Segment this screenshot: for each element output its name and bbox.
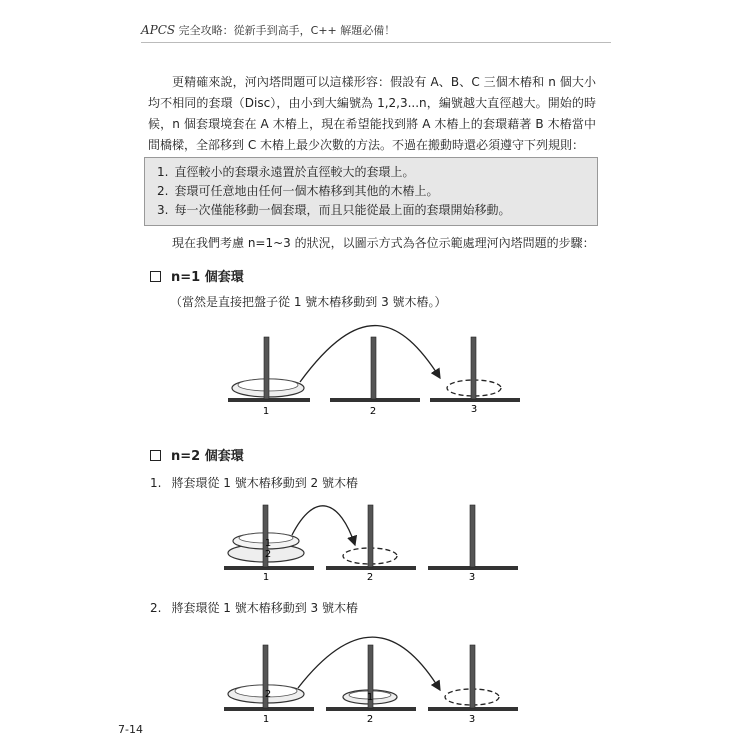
rule-text: 每一次僅能移動一個套環，而且只能從最上面的套環開始移動。 bbox=[174, 203, 511, 217]
hanoi-figure-n1 bbox=[0, 330, 750, 420]
body-paragraph: 更精確來說，河內塔問題可以這樣形容：假設有 A、B、C 三個木樁和 n 個大小均不相同的套環（Disc），由小到大編號為 1,2,3...n，編號越大直徑越大。開始的時候，n 個套環境套在 A 木樁上，現在希望能找到將 A 木樁上的套環藉著 B 木樁當中間橋樑，全部移到 C 木樁上最少次數的方法。不過在搬動時還必須遵守下列規則： bbox=[148, 75, 596, 152]
peg-base bbox=[224, 707, 314, 711]
peg bbox=[470, 645, 475, 708]
peg-label: 3 bbox=[468, 714, 476, 725]
peg-label: 3 bbox=[470, 404, 478, 415]
peg bbox=[470, 505, 475, 567]
section-note: （當然是直接把盤子從 1 號木樁移動到 3 號木樁。） bbox=[170, 295, 447, 309]
section-heading-n2 bbox=[150, 445, 244, 464]
peg bbox=[371, 337, 376, 399]
rule-text: 直徑較小的套環永遠置於直徑較大的套環上。 bbox=[174, 165, 415, 179]
rule-number: 1. bbox=[157, 165, 169, 179]
step-number: 2. bbox=[150, 601, 162, 615]
disc-label: 2 bbox=[264, 549, 272, 560]
peg-label: 1 bbox=[262, 714, 270, 725]
rules-box bbox=[144, 157, 598, 226]
running-header bbox=[141, 22, 395, 38]
rule-item bbox=[157, 182, 597, 201]
disc-label: 2 bbox=[264, 689, 272, 700]
hanoi-figure-n2-step2 bbox=[0, 635, 750, 730]
peg-label: 1 bbox=[262, 572, 270, 583]
step-text: 將套環從 1 號木樁移動到 3 號木樁 bbox=[171, 601, 358, 615]
peg bbox=[471, 337, 476, 399]
header-rule bbox=[141, 42, 611, 43]
section-title: n=2 個套環 bbox=[171, 449, 244, 464]
peg-label: 3 bbox=[468, 572, 476, 583]
rule-item bbox=[157, 163, 597, 182]
step-number: 1. bbox=[150, 476, 162, 490]
peg bbox=[264, 337, 269, 399]
peg-label: 1 bbox=[262, 406, 270, 417]
intro-text: 現在我們考慮 n=1~3 的狀況，以圖示方式為各位示範處理河內塔問題的步驟： bbox=[172, 236, 595, 250]
move-arrow bbox=[300, 326, 440, 382]
checkbox-bullet-icon bbox=[150, 271, 161, 282]
rule-number: 3. bbox=[157, 203, 169, 217]
step-text: 將套環從 1 號木樁移動到 2 號木樁 bbox=[171, 476, 358, 490]
peg-base bbox=[224, 566, 314, 570]
disc-label: 1 bbox=[264, 538, 272, 549]
move-arrow bbox=[292, 506, 355, 545]
checkbox-bullet-icon bbox=[150, 450, 161, 461]
rule-text: 套環可任意地由任何一個木樁移到其他的木樁上。 bbox=[174, 184, 439, 198]
peg-label: 2 bbox=[369, 406, 377, 417]
peg-label: 2 bbox=[366, 714, 374, 725]
step-item bbox=[150, 599, 358, 616]
hanoi-figure-n2-step1 bbox=[0, 495, 750, 585]
header-subtitle: 完全攻略：從新手到高手，C++ 解題必備！ bbox=[178, 24, 396, 37]
rule-item bbox=[157, 201, 597, 220]
step-item bbox=[150, 474, 358, 491]
section-heading-n1 bbox=[150, 266, 244, 285]
peg-label: 2 bbox=[366, 572, 374, 583]
rule-number: 2. bbox=[157, 184, 169, 198]
peg bbox=[368, 505, 373, 567]
disc-label: 1 bbox=[366, 692, 374, 703]
page-number: 7-14 bbox=[118, 723, 143, 736]
section-title: n=1 個套環 bbox=[171, 270, 244, 285]
book-title: APCS bbox=[141, 23, 176, 37]
